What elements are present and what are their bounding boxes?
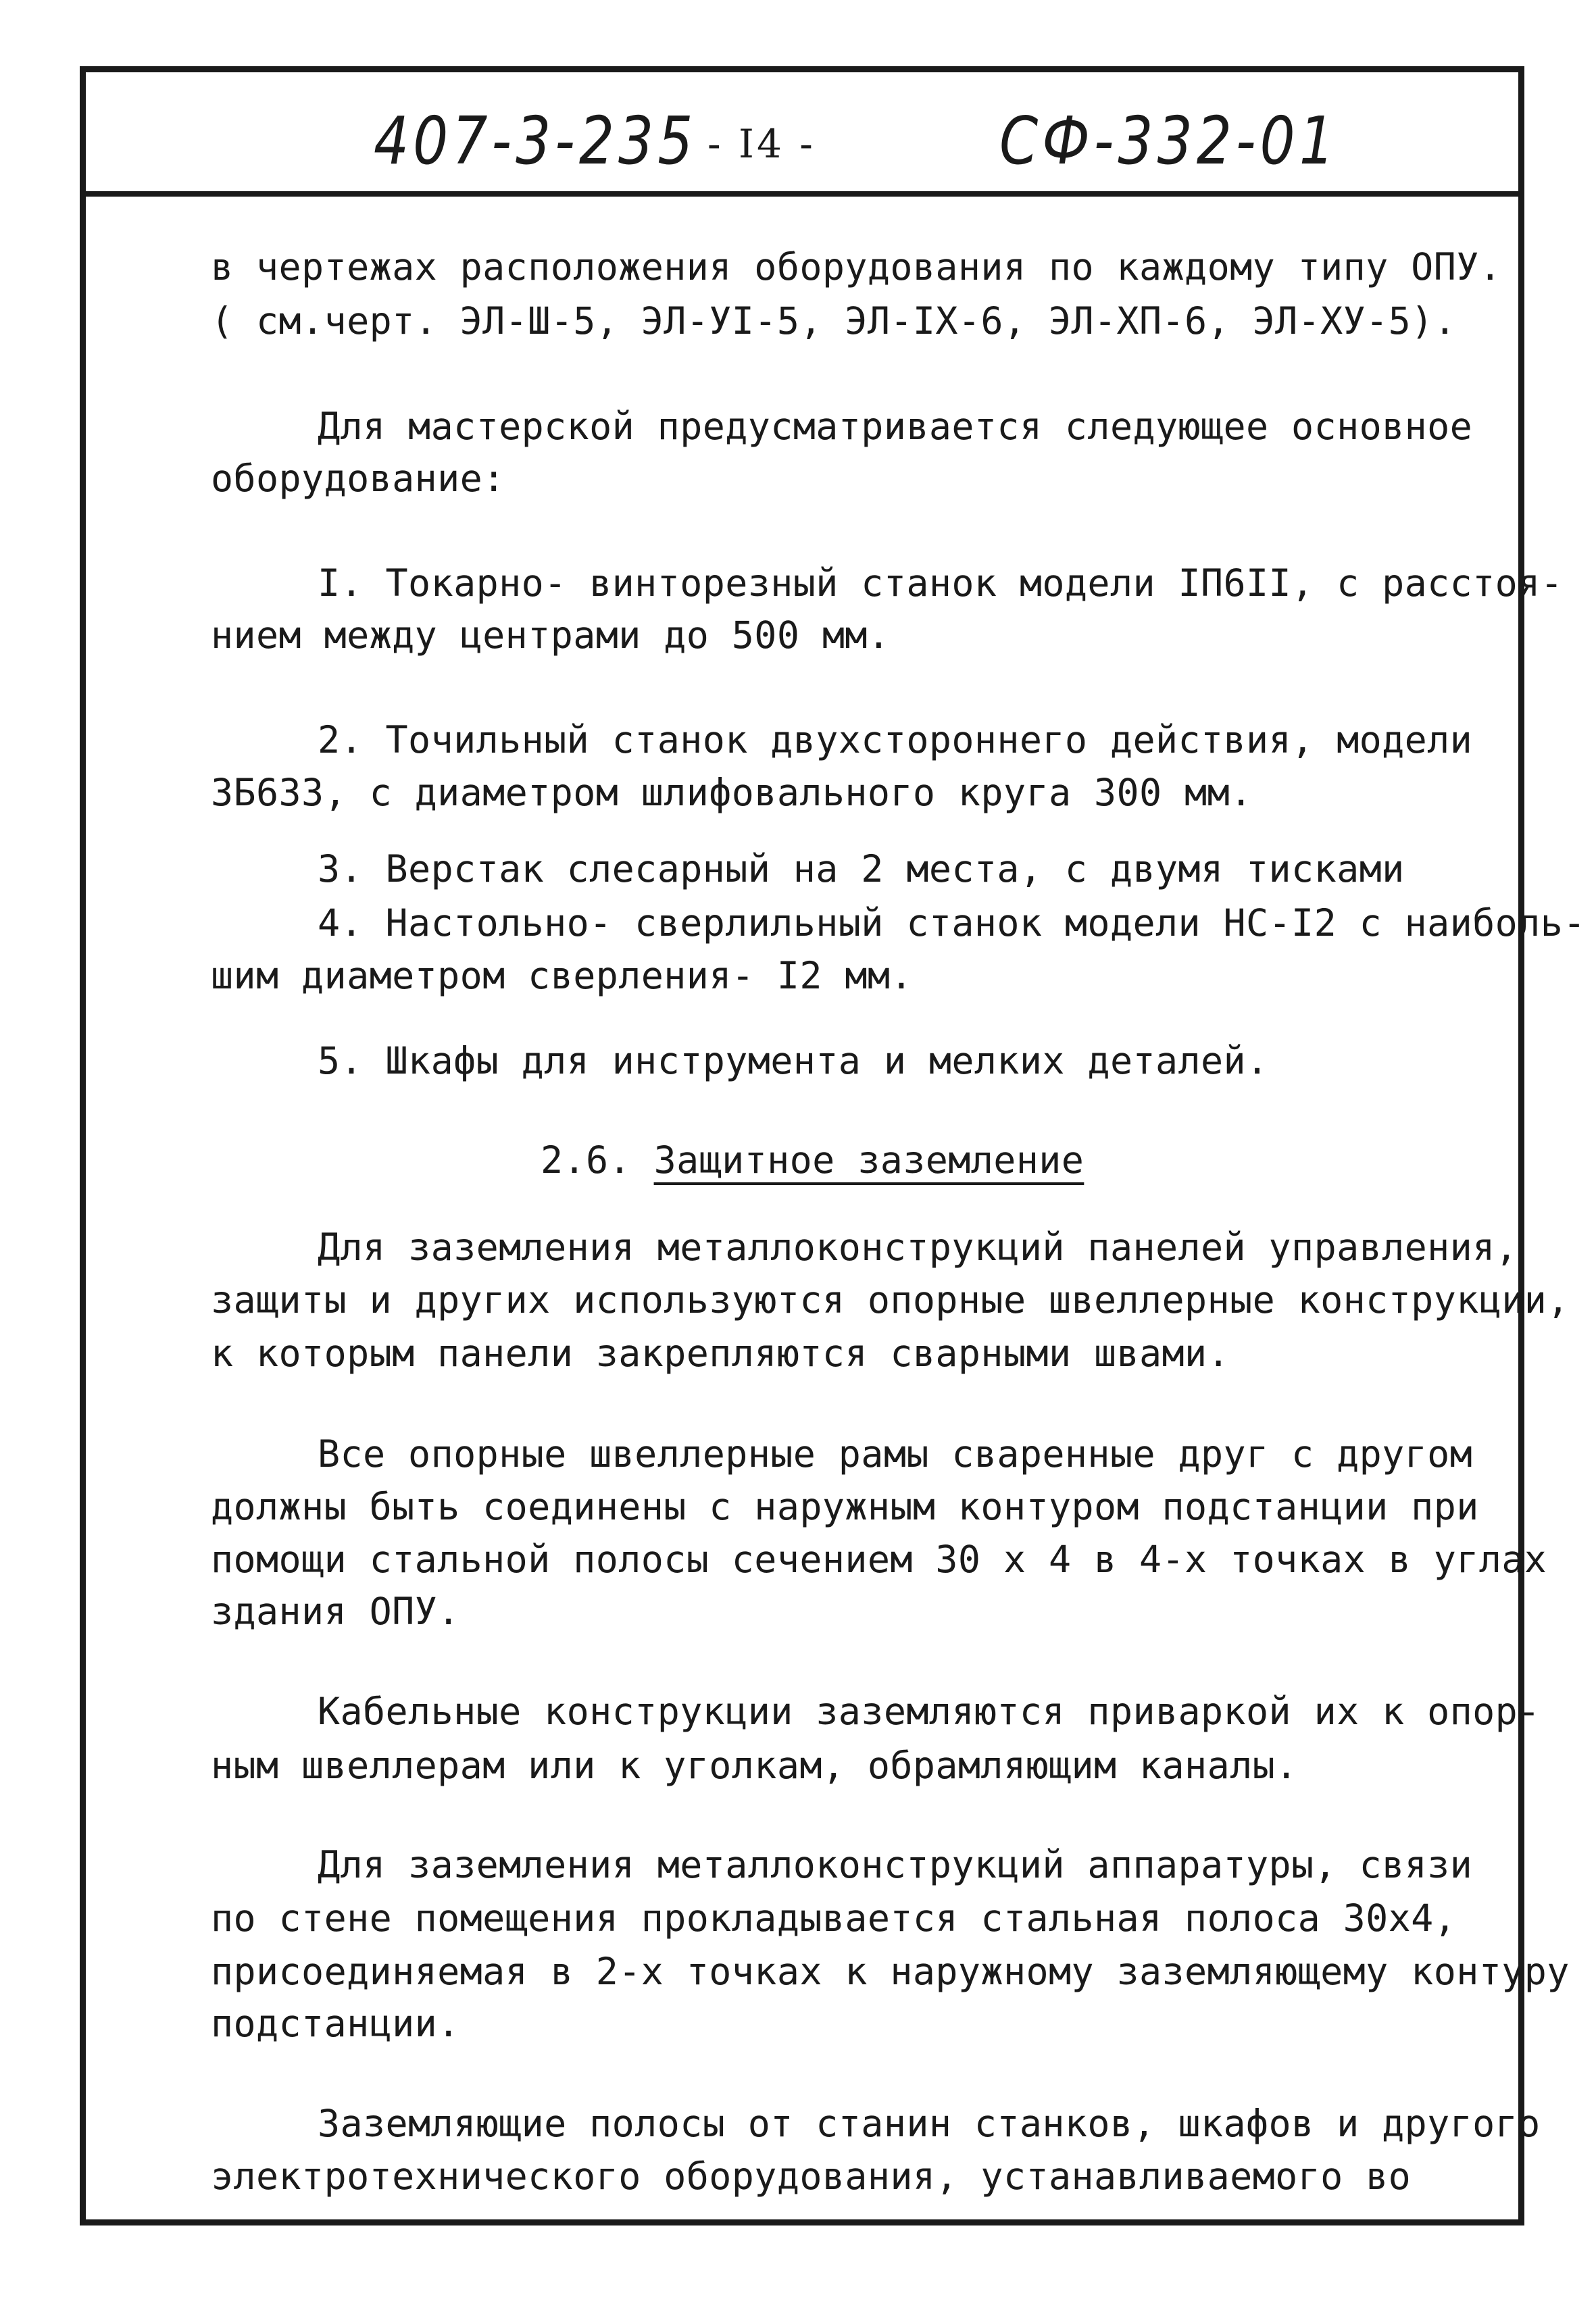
sheet-code: СФ-332-01 <box>999 103 1339 180</box>
text-line: ным швеллерам или к уголкам, обрамляющим каналы. <box>211 1744 1298 1787</box>
list-item-1: I. Токарно- винторезный станок модели IП6II, с расстоя- <box>318 561 1564 605</box>
text-line: здания ОПУ. <box>211 1590 460 1633</box>
list-item-5: 5. Шкафы для инструмента и мелких деталей. <box>318 1039 1269 1082</box>
text-line: 3Б633, с диаметром шлифовального круга 300 мм. <box>211 771 1253 814</box>
text-line: подстанции. <box>211 2002 460 2045</box>
list-item-4: 4. Настольно- сверлильный станок модели НС-I2 с наиболь- <box>318 901 1586 945</box>
document-number: 407-3-235 <box>374 103 697 180</box>
text-line: защиты и других используются опорные швеллерные конструкции, <box>211 1278 1570 1322</box>
text-line: Все опорные швеллерные рамы сваренные друг с другом <box>318 1432 1473 1476</box>
text-line: Кабельные конструкции заземляются приваркой их к опор- <box>318 1690 1541 1733</box>
list-item-2: 2. Точильный станок двухстороннего действия, модели <box>318 718 1473 761</box>
text-line: Заземляющие полосы от станин станков, шкафов и другого <box>318 2102 1541 2145</box>
list-item-3: 3. Верстак слесарный на 2 места, с двумя тисками <box>318 847 1405 890</box>
text-line: должны быть соединены с наружным контуром подстанции при <box>211 1485 1479 1528</box>
section-heading <box>541 1138 1084 1182</box>
section-number: 2.6. <box>541 1138 632 1182</box>
text-line: Для заземления металлоконструкций аппаратуры, связи <box>318 1843 1473 1886</box>
text-line: помощи стальной полосы сечением 30 х 4 в 4-х точках в углах <box>211 1538 1547 1581</box>
text-line: нием между центрами до 500 мм. <box>211 613 891 657</box>
text-line: оборудование: <box>211 457 505 500</box>
text-line: в чертежах расположения оборудования по каждому типу ОПУ. <box>211 245 1502 288</box>
text-line: ( см.черт. ЭЛ-Ш-5, ЭЛ-УI-5, ЭЛ-IX-6, ЭЛ-ХП-6, ЭЛ-ХУ-5). <box>211 299 1457 343</box>
text-line: присоединяемая в 2-х точках к наружному заземляющему контуру <box>211 1950 1570 1993</box>
text-line: шим диаметром сверления- I2 мм. <box>211 954 913 997</box>
page-number: - I4 - <box>707 121 816 167</box>
text-line: Для заземления металлоконструкций панелей управления, <box>318 1226 1518 1269</box>
section-title: Защитное заземление <box>653 1138 1084 1182</box>
text-line: электротехнического оборудования, устанавливаемого во <box>211 2155 1412 2198</box>
text-line: к которым панели закрепляются сварными швами. <box>211 1332 1230 1375</box>
text-line: по стене помещения прокладывается стальная полоса 30х4, <box>211 1896 1457 1940</box>
text-line: Для мастерской предусматривается следующее основное <box>318 405 1473 448</box>
